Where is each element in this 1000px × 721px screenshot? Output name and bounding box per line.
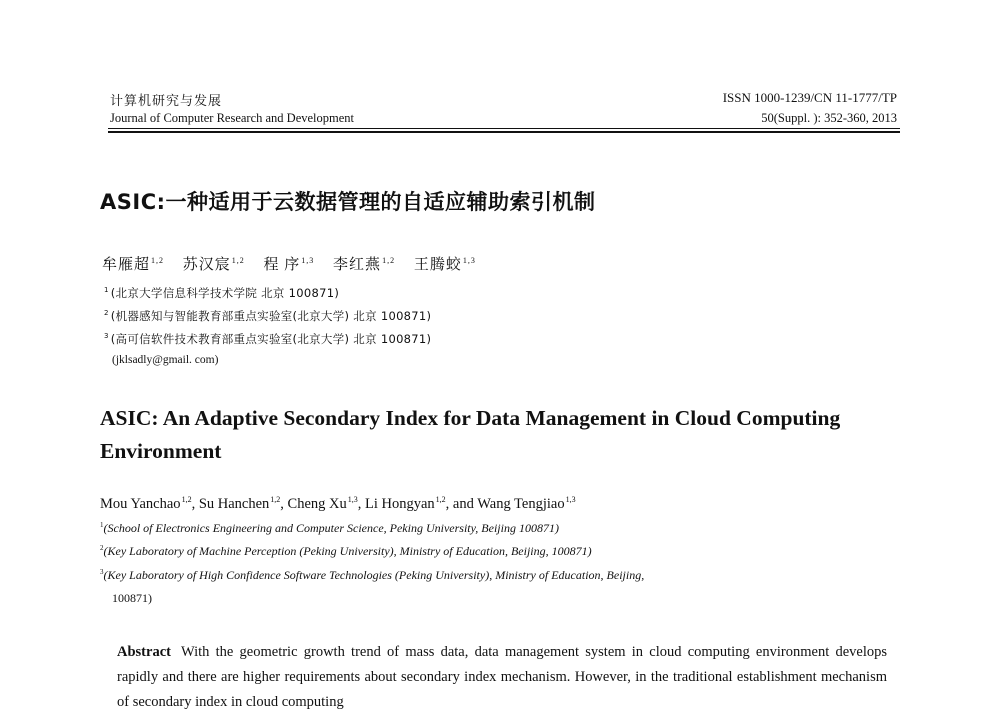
affiliation-en (100, 568, 644, 583)
affiliation-en (100, 544, 592, 559)
authors-cn (102, 253, 490, 274)
author-cn-sup: 1,2 (151, 256, 165, 265)
affiliation-sup: 3 (100, 568, 104, 576)
author-email: (jklsadly@gmail. com) (112, 354, 219, 366)
author-en-sup: 1,3 (565, 495, 576, 504)
author-en-sup: 1,2 (435, 495, 446, 504)
author-en: Mou Yanchao (100, 496, 181, 512)
title-en: ASIC: An Adaptive Secondary Index for Data Management in Cloud Computing Environment (100, 406, 841, 463)
abstract (117, 640, 887, 715)
author-sep: , and (445, 496, 478, 512)
author-cn: 李红燕 (333, 257, 382, 273)
volume-line: 50(Suppl. ): 352-360, 2013 (761, 111, 897, 125)
author-en: Su Hanchen (198, 496, 270, 512)
title-cn: ASIC:一种适用于云数据管理的自适应辅助索引机制 (100, 190, 596, 214)
affiliation-cn (104, 308, 431, 324)
affiliation-text: (School of Electronics Engineering and Computer Science, Peking University, Beijing 100871) (103, 521, 559, 535)
affiliation-cn (104, 331, 431, 347)
author-cn-sup: 1,2 (231, 256, 245, 265)
abstract-text: With the geometric growth trend of mass data, data management system in cloud computing environment develops rapidly and there are higher requirements about secondary index mechanism. However, in the traditional establishment mechanism of secondary index in cloud computing (117, 644, 887, 710)
affiliation-sup: 1 (100, 521, 104, 529)
author-cn-sup: 1,3 (462, 256, 476, 265)
affiliation-text: (机器感知与智能教育部重点实验室(北京大学) 北京 100871) (110, 309, 432, 323)
author-sep: , (280, 496, 288, 512)
issn-line: ISSN 1000-1239/CN 11-1777/TP (722, 90, 897, 105)
journal-name-en: Journal of Computer Research and Development (110, 111, 355, 125)
affiliation-sup: 3 (104, 332, 109, 340)
author-sep: , (191, 496, 199, 512)
abstract-label: Abstract (117, 644, 171, 660)
author-cn-sup: 1,2 (382, 256, 396, 265)
author-en: Li Hongyan (365, 496, 435, 512)
affiliation-en (100, 521, 559, 536)
affiliation-sup: 2 (100, 544, 104, 552)
authors-en (100, 495, 576, 513)
author-cn: 王腾蛟 (413, 257, 462, 273)
author-en: Wang Tengjiao (477, 496, 565, 512)
author-sep: , (357, 496, 365, 512)
affiliation-sup: 2 (104, 309, 109, 317)
author-en-sup: 1,2 (270, 495, 281, 504)
author-cn: 程 序 (263, 257, 301, 273)
author-en-sup: 1,3 (347, 495, 358, 504)
author-en: Cheng Xu (287, 496, 347, 512)
header-rule-thick (108, 131, 900, 133)
affiliation-cn (104, 285, 339, 301)
affiliation-text: (Key Laboratory of High Confidence Software Technologies (Peking University), Ministry of Education, Beijing, (103, 568, 645, 582)
author-cn-sup: 1,3 (301, 256, 315, 265)
author-cn: 苏汉宸 (182, 257, 231, 273)
author-cn: 牟雁超 (102, 257, 151, 273)
author-en-sup: 1,2 (181, 495, 192, 504)
header-rule-thin (108, 128, 900, 129)
affiliation-text: (Key Laboratory of Machine Perception (Peking University), Ministry of Education, Beijing, 100871) (103, 544, 592, 558)
affiliation-text: (北京大学信息科学技术学院 北京 100871) (110, 286, 340, 300)
affiliation-en-continued: 100871) (112, 591, 152, 605)
affiliation-sup: 1 (104, 286, 109, 294)
journal-name-cn: 计算机研究与发展 (110, 94, 223, 109)
affiliation-text: (高可信软件技术教育部重点实验室(北京大学) 北京 100871) (110, 332, 432, 346)
